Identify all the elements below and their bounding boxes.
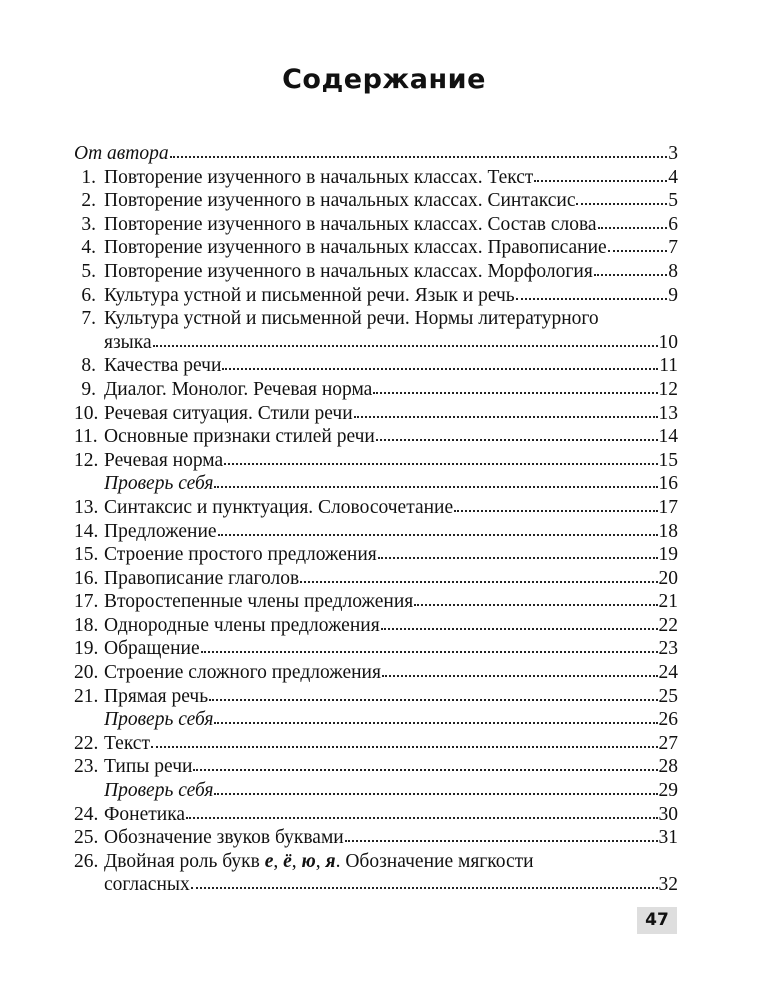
toc-entry-number: 14. [74,520,99,542]
page-title: Содержание [282,64,486,95]
toc-entry-page: 23 [658,638,678,660]
toc-entry-title: Второстепенные члены предложения [104,591,414,613]
toc-leader-dots [354,411,658,418]
toc-entry-page: 17 [658,496,678,518]
toc-entry-page: 31 [658,827,678,849]
toc-entry-title: Повторение изученного в начальных классах. Морфология [104,260,593,282]
toc-entry-page: 15 [658,449,678,471]
toc-leader-dots [381,623,658,630]
toc-leader-dots [576,198,667,205]
toc-entry-number: 8. [81,355,96,377]
toc-leader-dots [214,717,657,724]
toc-leader-dots [382,670,658,677]
toc-entry [74,284,678,308]
toc-leader-dots [373,387,657,394]
toc-entry-title: Обращение [104,638,200,660]
toc-entry-page: 4 [668,166,678,188]
toc-entry [74,260,678,284]
toc-entry-title: Прямая речь [104,685,209,707]
page-number-badge: 47 [637,907,677,934]
toc-leader-dots [209,694,657,701]
toc-entry [74,166,678,190]
toc-entry-page: 8 [668,260,678,282]
toc-entry [74,543,678,567]
toc-leader-dots [186,812,657,819]
toc-entry [74,567,678,591]
toc-entry-page: 10 [658,331,678,353]
toc-entry-title: Повторение изученного в начальных классах. Синтаксис [104,190,576,212]
toc-entry-number: 7. [81,308,96,330]
toc-entry-title: Культура устной и письменной речи. Нормы литературного [104,308,599,330]
toc-leader-dots [608,245,668,252]
toc-entry-number: 11. [74,426,98,448]
toc-entry-number: 22. [74,732,99,754]
toc-leader-dots [534,175,667,182]
toc-leader-dots [222,363,658,370]
toc-entry-page: 20 [658,567,678,589]
toc-entry-title: Качества речи [104,355,222,377]
toc-entry-title: Строение простого предложения [104,544,377,566]
toc-leader-dots [224,458,657,465]
toc-entry-title: От автора [74,143,169,164]
toc-entry-number: 25. [74,827,99,849]
toc-entry-number: 4. [81,237,96,259]
toc-entry [74,685,678,709]
toc-entry-number: 19. [74,638,99,660]
toc-entry [74,732,678,756]
toc-entry [74,142,678,166]
toc-entry-page: 29 [658,780,678,802]
toc-entry-title: Проверь себя [104,709,214,731]
toc-entry [74,189,678,213]
toc-entry-number: 24. [74,803,99,825]
toc-entry [74,213,678,237]
toc-entry-page: 9 [668,284,678,306]
toc-entry-title: Диалог. Монолог. Речевая норма [104,378,373,400]
toc-entry-title: Речевая норма [104,449,224,471]
toc-entry-title: Синтаксис и пунктуация. Словосочетание [104,496,454,518]
toc-entry-page: 3 [668,143,678,164]
toc-entry [74,826,678,850]
toc-entry [74,496,678,520]
toc-leader-dots [300,576,657,583]
toc-entry-title: Текст [104,732,150,754]
toc-entry-page: 11 [659,355,678,377]
toc-entry-title: Обозначение звуков буквами [104,827,344,849]
toc-leader-dots [454,505,657,512]
toc-entry [74,614,678,638]
toc-leader-dots [201,646,658,653]
toc-entry-page: 6 [668,213,678,235]
table-of-contents [74,142,678,897]
toc-entry-title: Повторение изученного в начальных классах. Правописание [104,237,607,259]
toc-entry-title: Культура устной и письменной речи. Язык и речь [104,284,515,306]
toc-entry-page: 14 [658,426,678,448]
toc-leader-dots [414,599,657,606]
toc-entry [74,331,678,355]
toc-entry-page: 5 [668,190,678,212]
toc-entry-number: 15. [74,544,99,566]
toc-entry-number: 5. [81,260,96,282]
toc-entry [74,708,678,732]
toc-entry [74,307,678,331]
toc-entry-title: языка [104,331,152,353]
toc-entry-number: 1. [81,166,96,188]
toc-entry-page: 16 [658,473,678,495]
toc-entry-number: 2. [81,190,96,212]
toc-entry-title: Строение сложного предложения [104,662,381,684]
toc-entry-page: 7 [668,237,678,259]
toc-entry [74,850,678,874]
toc-entry-title: Проверь себя [104,473,214,495]
toc-entry-page: 12 [658,378,678,400]
toc-entry-number: 21. [74,685,99,707]
toc-entry-title: Предложение [104,520,217,542]
toc-entry-title: Типы речи [104,756,193,778]
toc-entry-page: 22 [658,614,678,636]
toc-entry-page: 21 [658,591,678,613]
toc-entry-number: 12. [74,449,99,471]
toc-leader-dots [153,340,658,347]
toc-entry-number: 13. [74,496,99,518]
toc-leader-dots [170,151,668,158]
toc-entry-title: согласных [104,874,190,896]
toc-leader-dots [598,222,668,229]
toc-entry-page: 26 [658,709,678,731]
toc-entry [74,236,678,260]
toc-entry-page: 28 [658,756,678,778]
toc-leader-dots [193,764,657,771]
toc-entry [74,755,678,779]
toc-entry [74,472,678,496]
toc-entry [74,378,678,402]
toc-leader-dots [516,293,668,300]
toc-leader-dots [345,835,658,842]
toc-entry-page: 13 [658,402,678,424]
toc-entry-number: 6. [81,284,96,306]
toc-entry [74,425,678,449]
toc-entry-number: 23. [74,756,99,778]
toc-leader-dots [151,741,658,748]
toc-entry-title: Речевая ситуация. Стили речи [104,402,353,424]
toc-leader-dots [214,788,657,795]
toc-entry-number: 9. [81,378,96,400]
toc-entry-page: 25 [658,685,678,707]
toc-entry [74,520,678,544]
toc-entry [74,637,678,661]
toc-leader-dots [218,529,658,536]
toc-entry-title: Правописание глаголов [104,567,300,589]
toc-entry [74,402,678,426]
toc-entry-number: 26. [74,850,99,872]
toc-entry-title: Двойная роль букв е, ё, ю, я. Обозначение мягкости [104,850,534,872]
toc-entry-number: 18. [74,614,99,636]
toc-entry-title: Фонетика [104,803,186,825]
toc-entry-page: 30 [658,803,678,825]
toc-entry [74,449,678,473]
toc-entry [74,661,678,685]
toc-entry-title: Повторение изученного в начальных классах. Состав слова [104,213,597,235]
toc-leader-dots [191,882,658,889]
toc-entry-page: 27 [658,732,678,754]
toc-entry-number: 3. [81,213,96,235]
toc-leader-dots [376,434,658,441]
toc-entry-page: 24 [658,662,678,684]
toc-leader-dots [378,552,658,559]
toc-leader-dots [214,481,657,488]
toc-entry-title: Основные признаки стилей речи [104,426,375,448]
toc-entry-title: Однородные члены предложения [104,614,380,636]
toc-entry-title: Проверь себя [104,780,214,802]
toc-entry-number: 17. [74,591,99,613]
toc-entry-page: 32 [658,874,678,896]
toc-entry-number: 10. [74,402,99,424]
toc-entry [74,803,678,827]
toc-entry-number: 20. [74,662,99,684]
toc-leader-dots [594,269,667,276]
toc-entry [74,779,678,803]
toc-entry-number: 16. [74,567,99,589]
toc-entry-title: Повторение изученного в начальных классах. Текст [104,166,534,188]
toc-entry [74,873,678,897]
toc-entry [74,590,678,614]
toc-entry [74,354,678,378]
toc-entry-page: 18 [658,520,678,542]
toc-entry-page: 19 [658,544,678,566]
